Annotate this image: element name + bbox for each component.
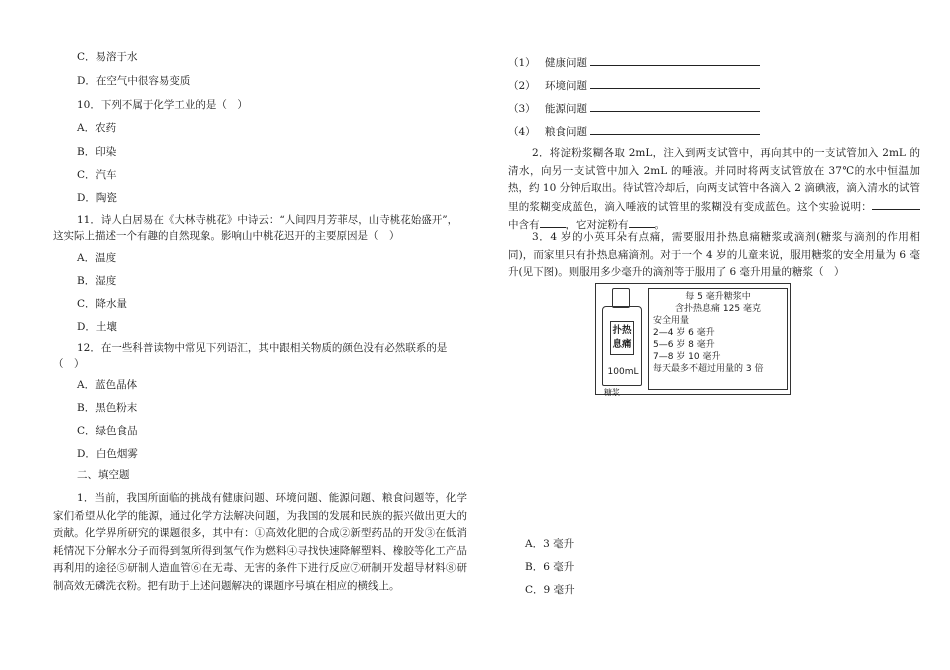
- dosage-info-box: [648, 288, 788, 390]
- option-text: 土壤: [95, 321, 117, 333]
- option-text: 绿色食品: [95, 425, 138, 437]
- option-label: A．: [77, 252, 96, 264]
- answer-blank[interactable]: [540, 216, 566, 228]
- answer-blank[interactable]: [590, 123, 760, 135]
- fill-question-3: 3．4 岁的小英耳朵有点痛，需要服用扑热息痛糖浆或滴剂(糖浆与滴剂的作用相同)，而家里只有扑热息痛滴剂。对于一个 4 岁的儿童来说，服用糖浆的安全用量为 6 毫升(见下图)。则服用多少毫升的滴剂等于服用了 6 毫升用量的糖浆（ ）: [508, 231, 920, 278]
- bottle-cap-icon: [612, 288, 630, 308]
- q3-option-c: [525, 583, 575, 597]
- q11-stem-line2: 这实际上描述一个有趣的自然现象。影响山中桃花迟开的主要原因是（ ）: [53, 230, 400, 242]
- item-number: （3）: [508, 103, 536, 115]
- info-line: 每天最多不超过用量的 3 倍: [653, 364, 764, 374]
- option-label: C．: [77, 298, 96, 310]
- bottle-volume: 100mL: [607, 367, 639, 377]
- info-line: 安全用量: [653, 316, 690, 326]
- q12-option-a: [77, 378, 137, 392]
- q10-option-d: [77, 191, 117, 205]
- q9-option-d: [77, 74, 190, 88]
- bottle-icon: [602, 306, 642, 386]
- q9-option-c: [77, 50, 138, 64]
- bottle-name: 糖浆: [604, 388, 620, 397]
- option-text: 白色烟雾: [95, 448, 138, 460]
- option-text: 蓝色晶体: [95, 379, 138, 391]
- question-text: 2．将淀粉浆糊各取 2mL，注入到两支试管中，再向其中的一支试管加入 2mL 的清水，向另一支试管中加入 2mL 的唾液。并同时将两支试管放在 37℃的水中恒温加热，约 10 分钟后取出。待试管冷却后，向两支试管中各滴入 2 滴碘液，滴入清水的试管里的浆糊变成蓝色，滴入唾液的试管里的浆糊没有变成蓝色。这个实验说明：: [508, 147, 920, 213]
- info-line: 5—6 岁 8 毫升: [653, 340, 715, 350]
- option-text: 降水量: [95, 298, 128, 310]
- fill1-item-3: [508, 100, 760, 116]
- item-label: 粮食问题: [545, 126, 588, 138]
- item-number: （4）: [508, 126, 536, 138]
- fill1-item-4: [508, 123, 760, 139]
- item-number: （1）: [508, 57, 536, 69]
- q10-option-b: [77, 145, 116, 159]
- option-text: 陶瓷: [95, 192, 117, 204]
- option-label: D．: [77, 75, 96, 87]
- q12-option-c: [77, 424, 138, 438]
- info-line: 2—4 岁 6 毫升: [653, 328, 715, 338]
- answer-blank[interactable]: [872, 198, 920, 210]
- q3-option-b: [525, 560, 574, 574]
- q11-option-b: [77, 274, 116, 288]
- q12-stem-line2: （ ）: [53, 358, 85, 370]
- bottle-label: 扑热息痛: [610, 321, 634, 355]
- option-label: D．: [77, 192, 96, 204]
- syrup-dosage-figure: [595, 283, 791, 395]
- q12-option-d: [77, 447, 138, 461]
- option-label: B．: [77, 275, 96, 287]
- option-text: 黑色粉末: [95, 402, 138, 414]
- q12-option-b: [77, 401, 137, 415]
- question-text: 。: [654, 219, 665, 231]
- option-text: 6 毫升: [543, 561, 575, 573]
- item-label: 能源问题: [545, 103, 588, 115]
- item-label: 环境问题: [545, 80, 588, 92]
- answer-blank[interactable]: [629, 216, 655, 228]
- option-label: B．: [77, 402, 96, 414]
- q12-stem-line1: 12．在一些科普读物中常见下列语汇，其中跟相关物质的颜色没有必然联系的是: [77, 342, 448, 354]
- fill-question-1: 1．当前，我国所面临的挑战有健康问题、环境问题、能源问题、粮食问题等，化学家们希望从化学的能源，通过化学方法解决问题，为我国的发展和民族的振兴做出更大的贡献。化学界所研究的课题很多，其中有：①高效化肥的合成②新型药品的开发③在低消耗情况下分解水分子而得到氢所得到氢气作为燃料④寻找快速降解塑料、橡胶等化工产品再利用的途径⑤研制人造血管⑥在无毒、无害的条件下进行反应⑦研制开发超导材料⑧研制高效无磷洗衣粉。把有助于上述问题解决的课题序号填在相应的横线上。: [53, 492, 467, 592]
- option-label: C．: [77, 425, 96, 437]
- question-text: ，它对淀粉有: [565, 219, 629, 231]
- option-text: 温度: [95, 252, 117, 264]
- answer-blank[interactable]: [590, 54, 760, 66]
- question-text: 中含有: [508, 219, 540, 231]
- q11-stem-line1: 11．诗人白居易在《大林寺桃花》中诗云：“人间四月芳菲尽，山寺桃花始盛开”，: [77, 214, 459, 226]
- option-label: A．: [77, 379, 96, 391]
- option-text: 9 毫升: [543, 584, 575, 596]
- fill1-item-1: [508, 54, 760, 70]
- q11-option-d: [77, 320, 117, 334]
- option-label: B．: [77, 146, 96, 158]
- option-label: A．: [525, 538, 544, 550]
- info-line: 含扑热息痛 125 毫克: [675, 304, 761, 314]
- option-text: 湿度: [95, 275, 117, 287]
- info-line: 7—8 岁 10 毫升: [653, 352, 721, 362]
- option-text: 汽车: [95, 169, 117, 181]
- section-heading: 二、填空题: [77, 469, 130, 481]
- option-text: 印染: [95, 146, 117, 158]
- option-label: C．: [77, 169, 96, 181]
- q10-option-c: [77, 168, 117, 182]
- option-label: B．: [525, 561, 544, 573]
- option-label: D．: [77, 321, 96, 333]
- option-text: 在空气中很容易变质: [95, 75, 191, 87]
- item-label: 健康问题: [545, 57, 588, 69]
- answer-blank[interactable]: [590, 77, 760, 89]
- option-label: C．: [77, 51, 96, 63]
- option-label: A．: [77, 122, 96, 134]
- answer-blank[interactable]: [590, 100, 760, 112]
- option-text: 易溶于水: [95, 51, 138, 63]
- fill1-item-2: [508, 77, 760, 93]
- option-text: 农药: [95, 122, 117, 134]
- item-number: （2）: [508, 80, 536, 92]
- info-line: 每 5 毫升糖浆中: [685, 292, 751, 302]
- q3-option-a: [525, 537, 574, 551]
- fill-question-2: [508, 145, 920, 235]
- q11-option-a: [77, 251, 116, 265]
- q10-stem: 10．下列不属于化学工业的是（ ）: [77, 99, 248, 111]
- option-text: 3 毫升: [543, 538, 575, 550]
- option-label: D．: [77, 448, 96, 460]
- option-label: C．: [525, 584, 544, 596]
- q11-option-c: [77, 297, 127, 311]
- q10-option-a: [77, 121, 116, 135]
